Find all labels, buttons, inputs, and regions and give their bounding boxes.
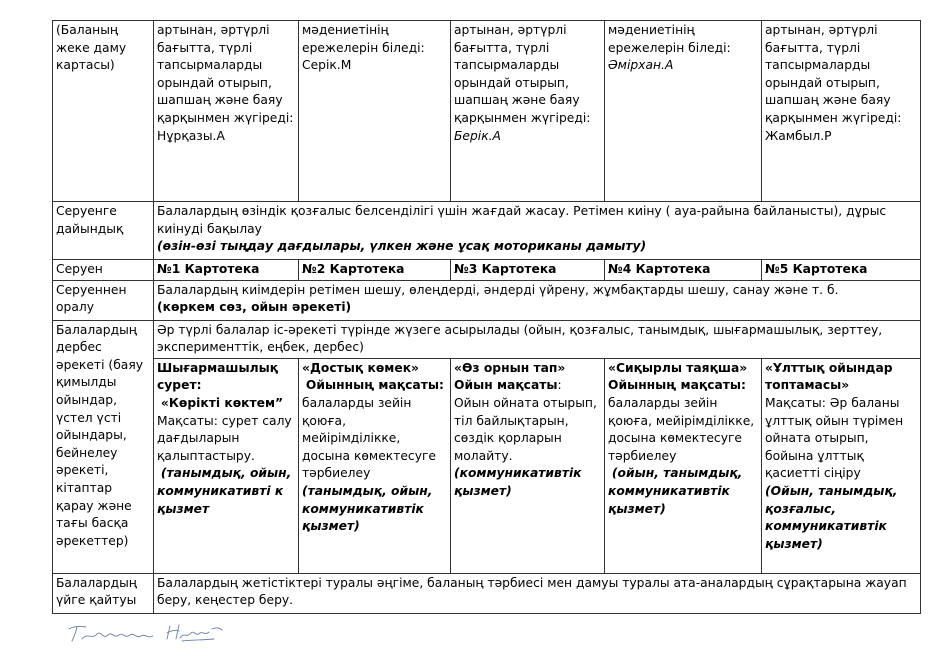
return-text: Балалардың киімдерін ретімен шешу, өлеңдерді, әндерді үйрену, жұмбақтарды шешу, санау және т. б. <box>157 282 839 297</box>
walk-prep-skills: (өзін-өзі тыңдау дағдылары, үлкен және ұсақ моториканы дамыту) <box>157 239 647 254</box>
game-subtitle: Ойын мақсаты <box>454 378 558 393</box>
child-name: Берік.А <box>454 128 501 143</box>
schedule-table <box>52 20 921 614</box>
card-cell-1: артынан, әртүрлі бағытта, түрлі тапсырмаларды орындай отырып, шапшаң және баяу қарқынмен жүгіреді: Нұрқазы.А <box>154 21 299 202</box>
walk-prep-text: Балалардың өзіндік қозғалыс белсенділігі үшін жағдай жасау. Ретімен киіну ( ауа-райына байланысты), дұрыс киінуді бақылау <box>157 204 887 236</box>
game-text: Әр баланы ұлттық ойын түрімен ойната отырып, бойына ұлттық қасиетті сіңіру <box>765 395 904 481</box>
game-cell-1 <box>154 358 299 573</box>
row-walk <box>53 260 921 281</box>
card-cell-3 <box>451 21 605 202</box>
card-cell-4 <box>605 21 762 202</box>
game-cell-3 <box>451 358 605 573</box>
going-home-text: Балалардың жетістіктері туралы әңгіме, баланың тәрбиесі мен дамуы туралы ата-аналардың сұрақтарына жауап беру, кеңестер беру. <box>154 573 921 613</box>
game-skills: (ойын, танымдық, коммуникативтік қызмет) <box>608 466 743 516</box>
row-label: Балалардың дербес әрекеті (баяу қимылды ойындар, үстел үсті ойындары, бейнелеу әрекеті, кітаптар қарау және тағы басқа әрекеттер) <box>53 320 154 573</box>
game-skills: (Ойын, танымдық, қозғалыс, коммуникативтік қызмет) <box>765 483 898 551</box>
game-cell-5 <box>762 358 921 573</box>
game-subtitle: Ойынның мақсаты: <box>305 378 444 393</box>
card-cell-5: артынан, әртүрлі бағытта, түрлі тапсырмаларды орындай отырып, шапшаң және баяу қарқынмен жүгіреді: Жамбыл.Р <box>762 21 921 202</box>
game-title: Шығармашылық сурет: <box>157 360 279 393</box>
row-return <box>53 280 921 320</box>
card-file-1: №1 Картотека <box>154 260 299 281</box>
game-text: Мақсаты: сурет салу дағдыларын қалыптастыру. <box>157 413 292 463</box>
walk-prep-cell <box>154 202 921 260</box>
game-subtitle: Мақсаты: <box>765 395 826 410</box>
game-title: «Ұлттық ойындар топтамасы» <box>765 360 893 393</box>
game-subtitle: Ойынның мақсаты: <box>608 378 746 393</box>
card-text: мәдениетінің ережелерін біледі: <box>608 23 731 55</box>
independent-intro: Әр түрлі балалар іс-әрекеті түрінде жүзеге асырылады (ойын, қозғалыс, танымдық, шығармашылық, зерттеу, эксперименттік, еңбек, дербес) <box>154 320 921 358</box>
game-skills: (танымдық, ойын, коммуникативті к қызмет <box>157 466 292 516</box>
row-label: Балалардың үйге қайтуы <box>53 573 154 613</box>
game-subtitle: «Көрікті көктем” <box>160 395 284 410</box>
game-skills: (коммуникативтік қызмет) <box>454 466 582 498</box>
card-file-3: №3 Картотека <box>451 260 605 281</box>
game-skills: (танымдық, ойын, коммуникативтік қызмет) <box>302 483 433 534</box>
row-label: Серуеннен оралу <box>53 280 154 320</box>
card-file-5: №5 Картотека <box>762 260 921 281</box>
game-colon: : <box>557 378 562 393</box>
game-text: балаларды зейін қоюға, мейірімділікке, досына көмектесуге тәрбиелеу <box>302 395 436 481</box>
game-cell-4 <box>605 358 762 573</box>
game-title: «Сиқырлы таяқша» <box>608 360 748 375</box>
row-label: Серуен <box>53 260 154 281</box>
card-text: артынан, әртүрлі бағытта, түрлі тапсырмаларды орындай отырып, шапшаң және баяу қарқынмен жүгіреді: <box>454 23 591 125</box>
row-going-home <box>53 573 921 613</box>
return-cell <box>154 280 921 320</box>
card-file-4: №4 Картотека <box>605 260 762 281</box>
game-title: «Өз орнын тап» <box>454 360 566 375</box>
game-title: «Достық көмек» <box>302 360 419 375</box>
game-cell-2 <box>299 358 451 573</box>
row-development-card <box>53 21 921 202</box>
row-walk-prep <box>53 202 921 260</box>
row-independent-intro <box>53 320 921 358</box>
child-name: Әмірхан.А <box>608 58 674 73</box>
signature-image <box>66 620 246 646</box>
game-text: Ойын ойната отырып, тіл байлықтарын, сөздік қорларын молайту. <box>454 395 597 463</box>
return-skills: (көркем сөз, ойын әрекеті) <box>157 300 352 315</box>
game-text: балаларды зейін қоюға, мейірімділікке, досына көмектесуге тәрбиелеу <box>608 395 755 463</box>
row-label: Серуенге дайындық <box>53 202 154 260</box>
card-cell-2: мәдениетінің ережелерін біледі: Серік.М <box>299 21 451 202</box>
card-file-2: №2 Картотека <box>299 260 451 281</box>
row-independent-games <box>53 358 921 573</box>
row-label: (Баланың жеке даму картасы) <box>53 21 154 202</box>
